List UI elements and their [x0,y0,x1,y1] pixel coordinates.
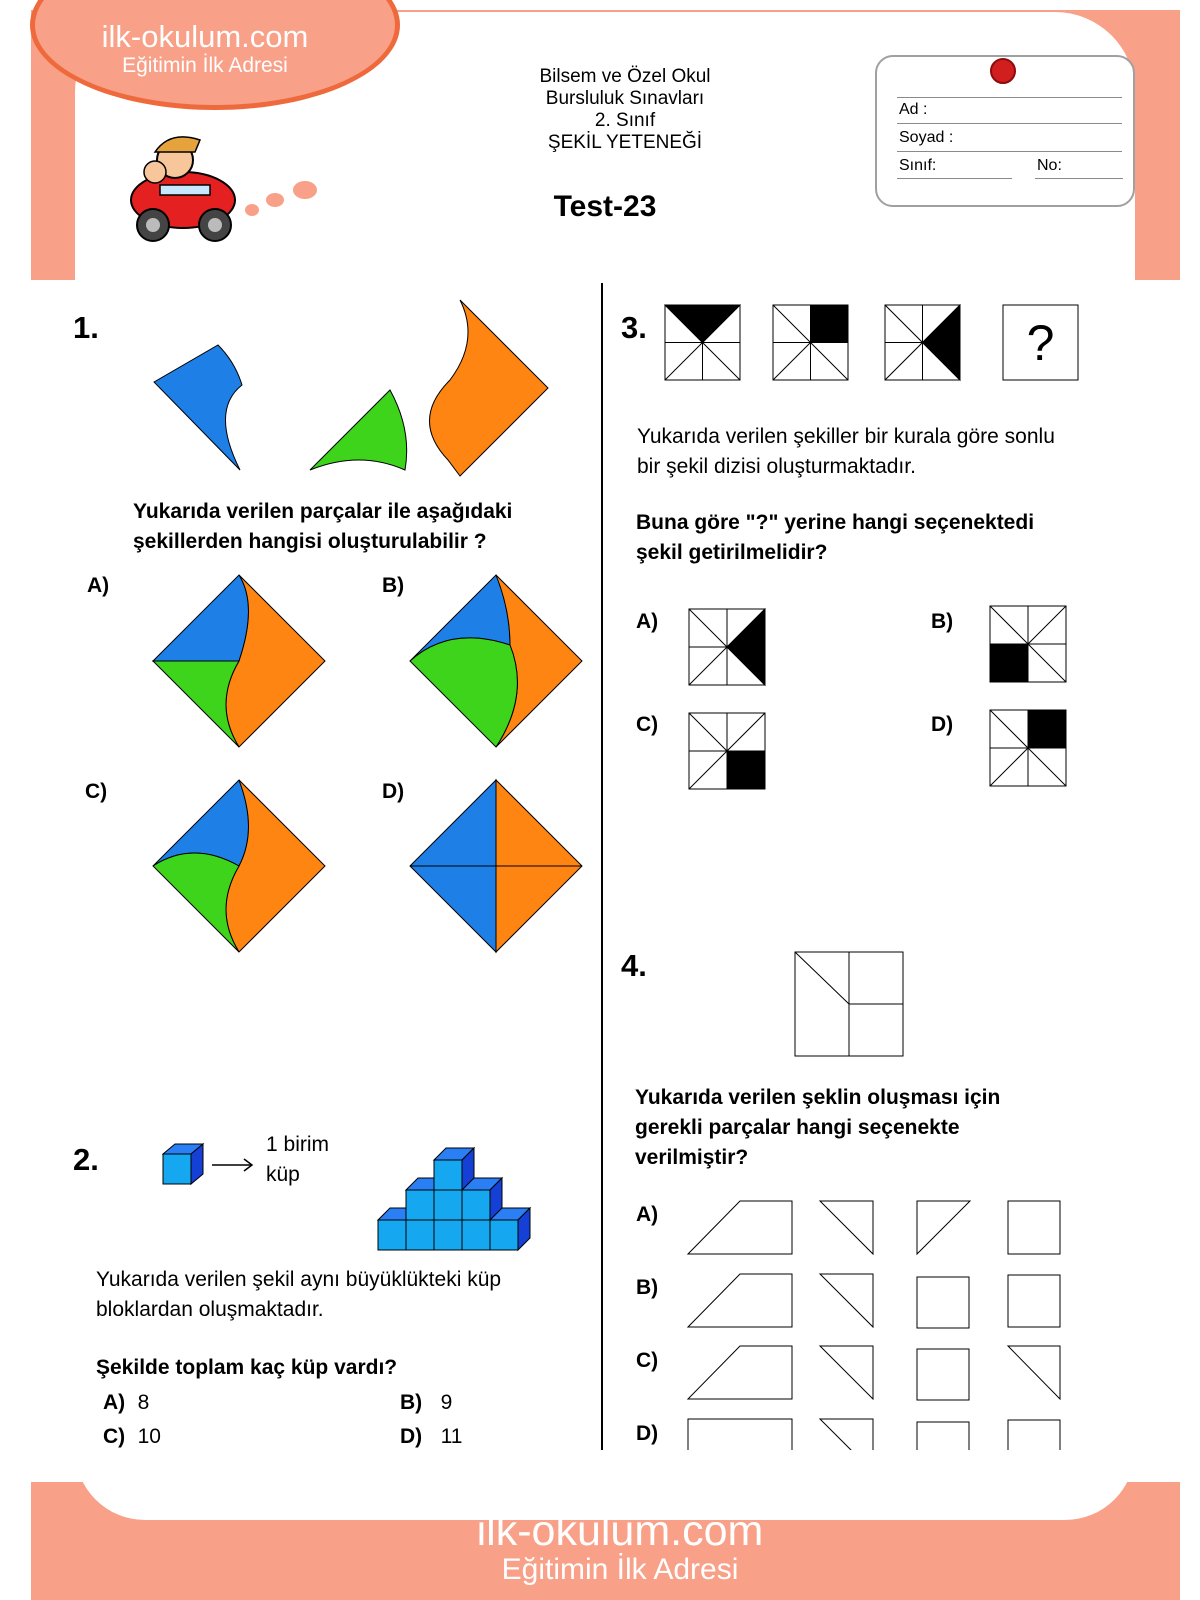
test-title: Test-23 [553,190,657,223]
q4-question [635,1083,1000,1173]
q4-option-a-label[interactable]: A) [636,1203,659,1226]
sequence-figure-1 [665,305,740,380]
q1-question-line-1: Yukarıda verilen parçalar ile aşağıdaki [133,500,513,523]
q3-description-line-2: bir şekil dizisi oluşturmaktadır. [637,455,916,478]
logo-site: ilk-okulum.com [101,19,309,54]
footer-site: ilk-okulum.com [476,1507,764,1555]
q4-number: 4. [621,948,647,983]
q3-option-c-figure[interactable] [689,713,766,790]
column-divider [601,283,603,1453]
q3-option-d-label[interactable]: D) [931,713,954,736]
number-label: No: [1037,157,1062,174]
question-mark: ? [1026,315,1055,371]
q1-option-d-figure[interactable] [410,780,582,952]
unit-cube-label-line-1: 1 birim [266,1133,330,1156]
q3-option-a-figure[interactable] [689,609,766,686]
q1-option-b-label[interactable]: B) [382,574,405,597]
q1-number: 1. [73,310,99,345]
q2-description-line-2: bloklardan oluşmaktadır. [96,1298,324,1321]
q3-question-line-1: Buna göre "?" yerine hangi seçenektedi [636,511,1035,534]
blue-piece-icon [154,345,242,470]
q4-question-line-2: gerekli parçalar hangi seçenekte [635,1116,960,1139]
q2-option-b[interactable] [400,1391,452,1415]
q2-option-b-label: B) [400,1391,423,1414]
q2-option-c[interactable] [103,1425,161,1449]
q2-option-c-label: C) [103,1425,126,1448]
q4-question-line-1: Yukarıda verilen şeklin oluşması için [635,1086,1001,1109]
q2-description [96,1265,501,1325]
q4-question-line-3: verilmiştir? [635,1146,749,1169]
surname-label: Soyad : [899,129,954,146]
q2-option-d-label: D) [400,1425,423,1448]
q3-description [637,422,1055,482]
q3-question [636,508,1034,568]
q2-option-d-value: 11 [440,1425,463,1448]
logo-slogan: Eğitimin İlk Adresi [122,54,288,77]
q1-option-c-label[interactable]: C) [85,780,108,803]
q3-option-b-label[interactable]: B) [931,610,954,633]
q1-option-a-figure[interactable] [153,575,325,747]
cloud-line-2: Bursluluk Sınavları [545,88,705,109]
q1-option-d-label[interactable]: D) [382,780,405,803]
green-piece-icon [310,390,407,470]
q3-description-line-1: Yukarıda verilen şekiller bir kurala göre sonlu [637,425,1055,448]
q1-option-a-label[interactable]: A) [87,574,110,597]
q2-description-line-1: Yukarıda verilen şekil aynı büyüklükteki küp [96,1268,502,1291]
cube-stack-figure [378,1095,538,1255]
q3-option-c-label[interactable]: C) [636,713,659,736]
q1-question [133,497,512,557]
q3-option-d-figure[interactable] [990,710,1067,787]
q3-option-b-figure[interactable] [990,606,1067,683]
q4-option-b-label[interactable]: B) [636,1276,659,1299]
unit-cube-label-line-2: küp [266,1163,300,1186]
cloud-line-4: ŞEKİL YETENEĞİ [547,132,703,153]
cartoon-car-icon [125,130,240,245]
cloud-title [505,66,745,154]
q4-option-c-figure[interactable] [688,1345,1068,1401]
q4-option-d-label[interactable]: D) [636,1422,659,1445]
q1-option-c-figure[interactable] [153,780,325,952]
footer-logo[interactable] [400,1508,840,1586]
sequence-figure-2 [773,305,848,380]
q3-option-a-label[interactable]: A) [636,610,659,633]
q2-option-b-value: 9 [440,1391,453,1414]
q4-option-a-figure[interactable] [688,1200,1068,1256]
q1-pieces [150,300,560,480]
q2-option-a[interactable] [103,1391,149,1415]
q4-target-figure [795,952,905,1058]
name-label: Ad : [899,101,928,118]
arrow-right-icon [210,1155,260,1175]
q2-option-a-value: 8 [137,1391,150,1414]
q1-question-line-2: şekillerden hangisi oluşturulabilir ? [133,530,487,553]
q1-option-b-figure[interactable] [410,575,582,747]
q4-option-b-figure[interactable] [688,1273,1068,1329]
q2-number: 2. [73,1142,99,1177]
q4-option-c-label[interactable]: C) [636,1349,659,1372]
orange-piece-icon [429,300,548,476]
cloud-line-3: 2. Sınıf [594,110,656,131]
q2-option-c-value: 10 [137,1425,161,1448]
q2-question: Şekilde toplam kaç küp vardı? [96,1356,398,1379]
q2-option-d[interactable] [400,1425,462,1449]
footer-slogan: Eğitimin İlk Adresi [501,1553,739,1586]
q2-option-a-label: A) [103,1391,126,1414]
pushpin-icon [990,58,1016,84]
cloud-line-1: Bilsem ve Özel Okul [539,66,711,87]
unit-cube-label [266,1130,329,1190]
q3-question-line-2: şekil getirilmelidir? [636,541,828,564]
class-label: Sınıf: [899,157,937,174]
q3-number: 3. [621,310,647,345]
sequence-figure-3 [885,305,960,380]
